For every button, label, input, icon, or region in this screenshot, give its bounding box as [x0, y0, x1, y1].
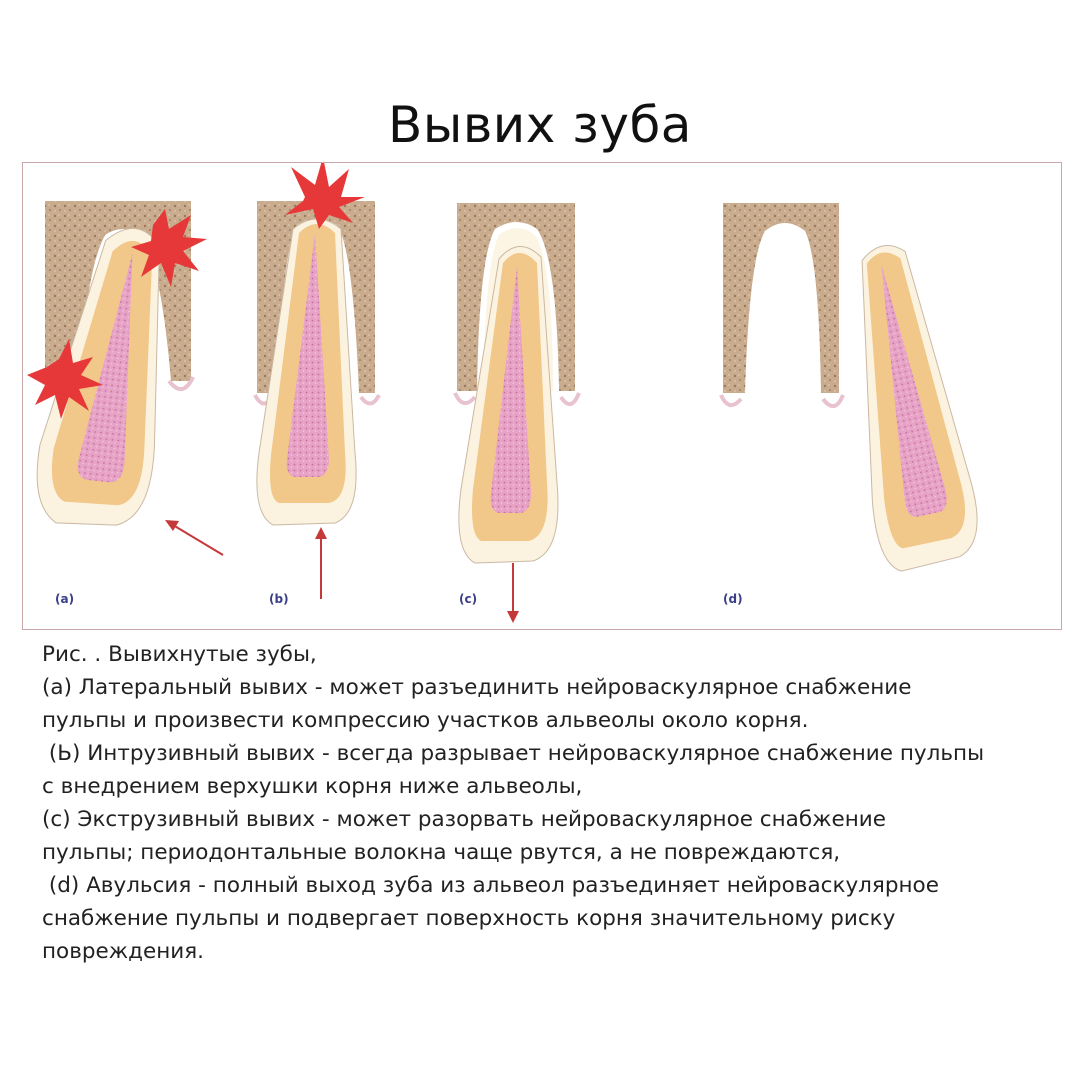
tooth-luxation-figure [22, 162, 1062, 630]
panel-label-c: (c) [459, 592, 478, 606]
panel-label-a: (a) [55, 592, 75, 606]
panel-d [721, 203, 987, 606]
panel-label-d: (d) [723, 592, 743, 606]
caption-line: (а) Латеральный вывих - может разъединить нейроваскулярное снабжение [42, 675, 912, 700]
panel-a [27, 201, 223, 606]
caption-line: пульпы; периодонтальные волокна чаще рвутся, а не повреждаются, [42, 840, 841, 865]
panel-label-b: (b) [269, 592, 289, 606]
force-arrow-head [507, 611, 519, 623]
gum [721, 395, 843, 406]
caption-line: (с) Экструзивный вывих - может разорвать нейроваскулярное снабжение [42, 807, 886, 832]
caption-line: (d) Авульсия - полный выход зуба из альвеол разъединяет нейроваскулярное [42, 873, 939, 898]
caption-line: снабжение пульпы и подвергает поверхность корня значительному риску [42, 906, 896, 931]
caption-line: пульпы и произвести компрессию участков альвеолы около корня. [42, 708, 809, 733]
caption-line: Рис. . Вывихнутые зубы, [42, 642, 317, 667]
empty-socket [751, 232, 817, 393]
panel-b [255, 163, 379, 606]
caption-line: повреждения. [42, 939, 205, 964]
force-arrow-head [315, 527, 327, 539]
page-title: Вывих зуба [388, 96, 692, 154]
caption-line: (Ь) Интрузивный вывих - всегда разрывает нейроваскулярное снабжение пульпы [42, 741, 985, 766]
figure-caption [42, 638, 1052, 968]
force-arrow-line [173, 525, 223, 555]
panel-c [455, 203, 579, 623]
avulsed-tooth [819, 238, 987, 574]
caption-line: с внедрением верхушки корня ниже альвеолы, [42, 774, 583, 799]
force-arrow-head [165, 520, 179, 531]
figure-svg [23, 163, 1063, 631]
